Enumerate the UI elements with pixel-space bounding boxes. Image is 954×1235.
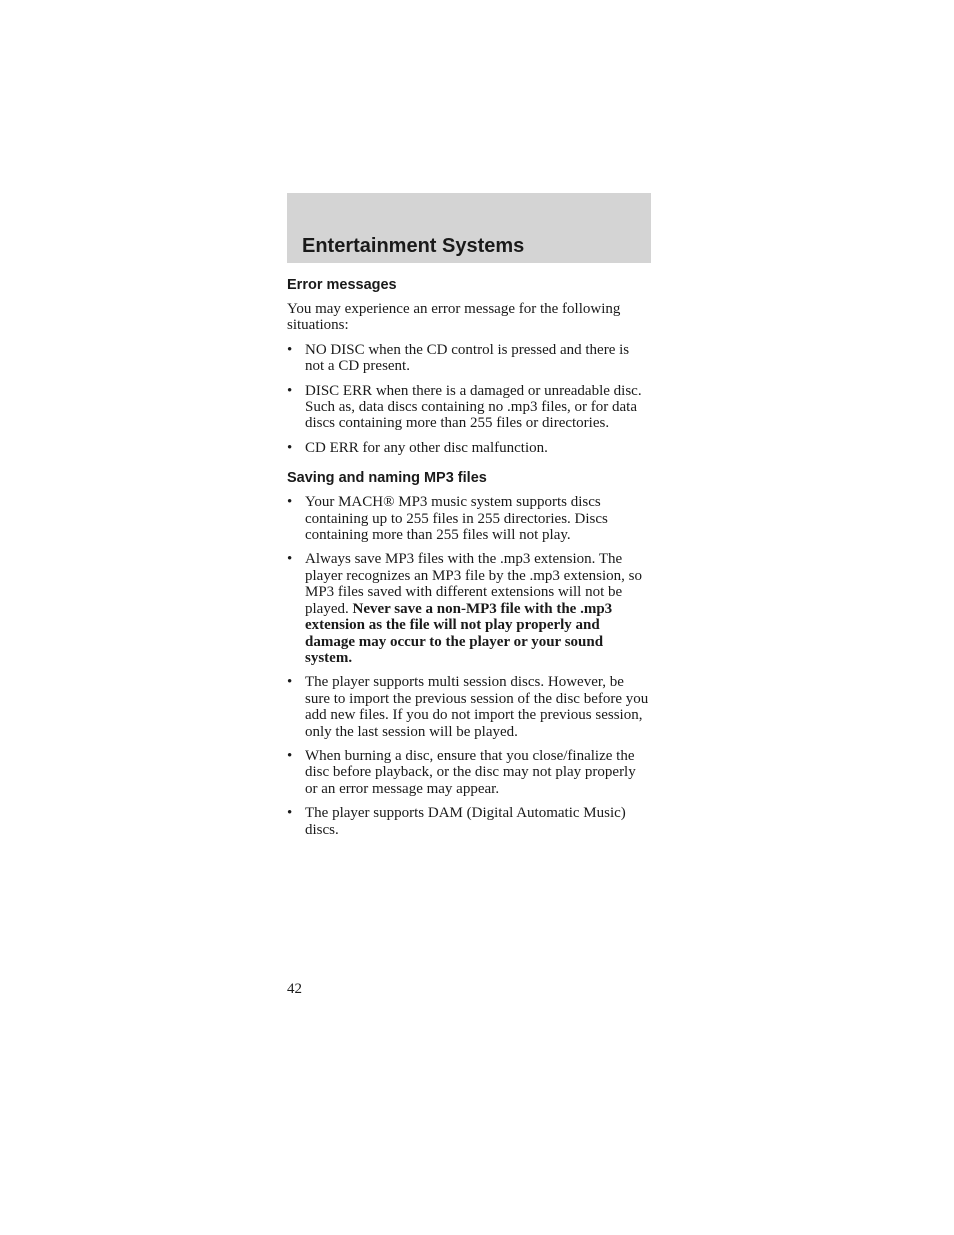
list-item-text: The player supports DAM (Digital Automatic Music) discs. <box>305 805 626 838</box>
bullet-icon: • <box>287 805 293 822</box>
list-item <box>287 440 651 456</box>
section-heading-error-messages: Error messages <box>287 277 397 293</box>
warning-text: Never save a non-MP3 file with the .mp3 extension as the file will not play properly and damage may occur to the player or your sound system. <box>305 600 613 666</box>
list-item-text: The player supports multi session discs. However, be sure to import the previous session of the disc before you add new files. If you do not import the previous session, only the last session will be played. <box>305 674 649 740</box>
bullet-icon: • <box>287 341 293 358</box>
chapter-title: Entertainment Systems <box>302 235 525 257</box>
section-intro-error-messages: You may experience an error message for the following situations: <box>287 301 621 334</box>
list-item <box>287 494 651 543</box>
list-item-text: CD ERR for any other disc malfunction. <box>305 439 548 456</box>
bullet-icon: • <box>287 674 293 691</box>
list-item-text: Always save MP3 files with the .mp3 extension. The player recognizes an MP3 file by the .mp3 extension, so MP3 files saved with different extensions will not be played. <box>305 551 643 617</box>
error-messages-list <box>287 342 659 456</box>
bullet-icon: • <box>287 439 293 456</box>
list-item <box>287 342 651 375</box>
bullet-icon: • <box>287 494 293 511</box>
list-item <box>287 805 651 838</box>
list-item <box>287 674 651 740</box>
chapter-header-band <box>287 193 651 263</box>
section-heading-saving-mp3: Saving and naming MP3 files <box>287 470 487 487</box>
list-item <box>287 383 651 432</box>
saving-mp3-list <box>287 494 659 838</box>
bullet-icon: • <box>287 551 293 568</box>
page-number: 42 <box>287 981 302 997</box>
bullet-icon: • <box>287 382 293 399</box>
bullet-icon: • <box>287 747 293 764</box>
list-item <box>287 748 651 797</box>
list-item-text: Your MACH® MP3 music system supports discs containing up to 255 files in 255 directories. Discs containing more than 255 files will not play. <box>305 494 608 544</box>
page-content <box>287 276 659 838</box>
list-item-text: When burning a disc, ensure that you close/finalize the disc before playback, or the disc may not play properly or an error message may appear. <box>305 747 636 797</box>
list-item <box>287 551 651 666</box>
list-item-text: DISC ERR when there is a damaged or unreadable disc. Such as, data discs containing no .mp3 files, or for data discs containing more than 255 files or directories. <box>305 382 642 432</box>
list-item-text: NO DISC when the CD control is pressed and there is not a CD present. <box>305 341 630 375</box>
